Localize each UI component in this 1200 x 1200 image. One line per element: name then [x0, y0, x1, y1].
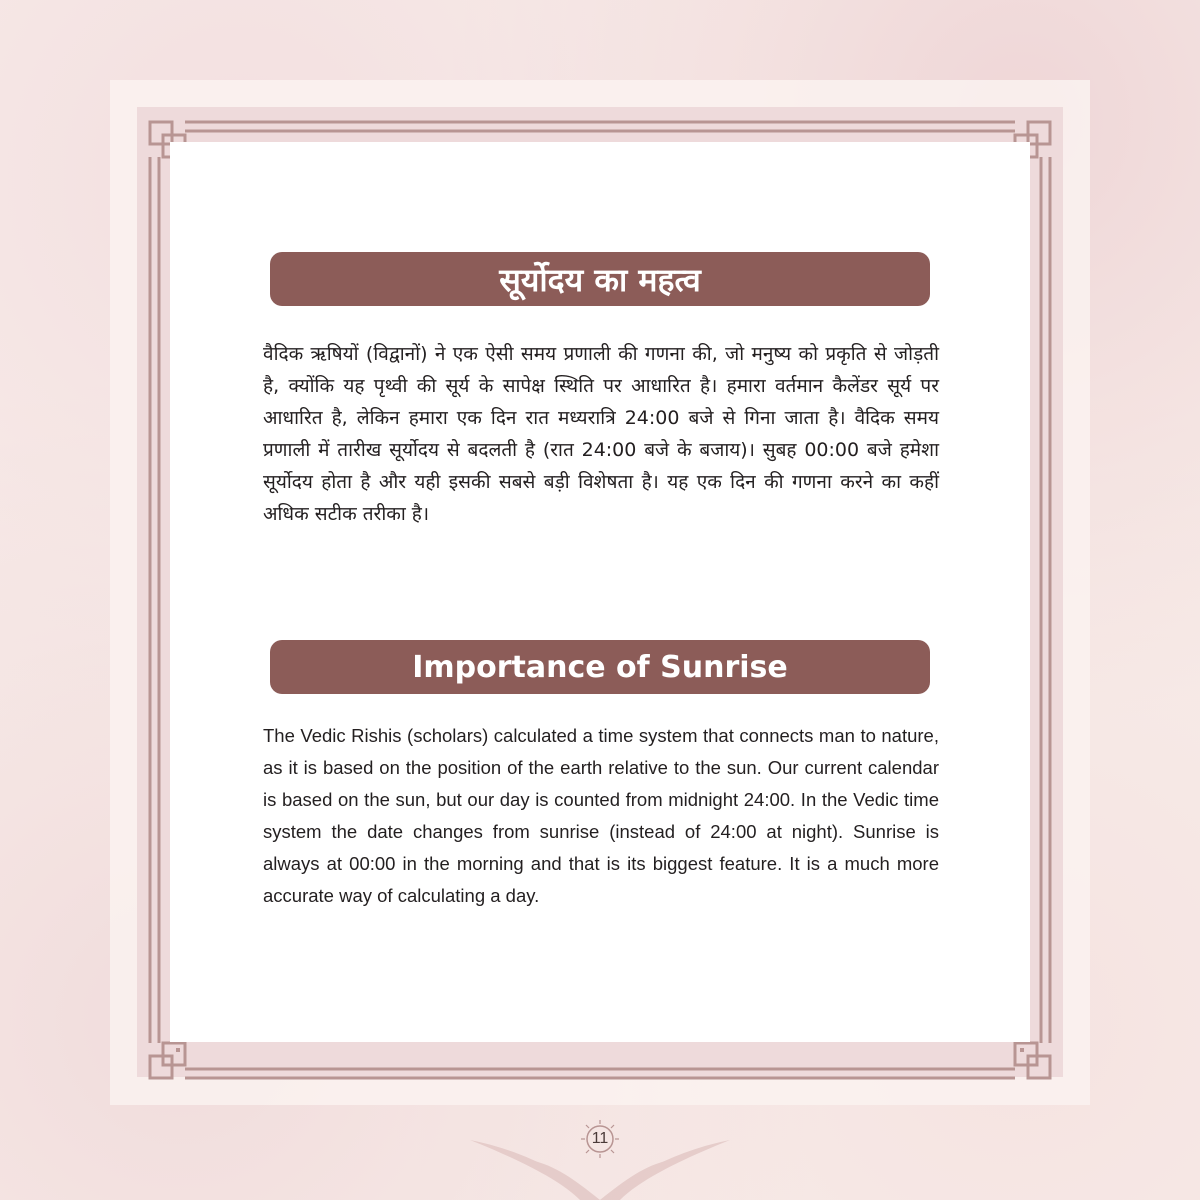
page-number: 11 [591, 1130, 609, 1147]
hindi-paragraph: वैदिक ऋषियों (विद्वानों) ने एक ऐसी समय प्रणाली की गणना की, जो मनुष्य को प्रकृति से जोड़ती है, क्योंकि यह पृथ्वी की सूर्य के सापेक्ष स्थिति पर आधारित है। हमारा वर्तमान कैलेंडर सूर्य पर आधारित है, लेकिन हमारा एक दिन रात मध्यरात्रि 24:00 बजे से गिना जाता है। वैदिक समय प्रणाली में तारीख सूर्योदय से बदलती है (रात 24:00 बजे के बजाय)। सुबह 00:00 बजे हमेशा सूर्योदय होता है और यही इसकी सबसे बड़ी विशेषता है। यह एक दिन की गणना करने का कहीं अधिक सटीक तरीका है। [263, 343, 939, 525]
hindi-heading-text: सूर्योदय का महत्व [499, 260, 701, 299]
english-paragraph: The Vedic Rishis (scholars) calculated a time system that connects man to nature, as it is based on the position of the earth relative to the sun. Our current calendar is based on the sun, but our day is counted from midnight 24:00. In the Vedic time system the date changes from sunrise (instead of 24:00 at night). Sunrise is always at 00:00 in the morning and that is its biggest feature. It is a much more accurate way of calculating a day. [263, 725, 939, 906]
english-heading-text: Importance of Sunrise [412, 649, 788, 685]
